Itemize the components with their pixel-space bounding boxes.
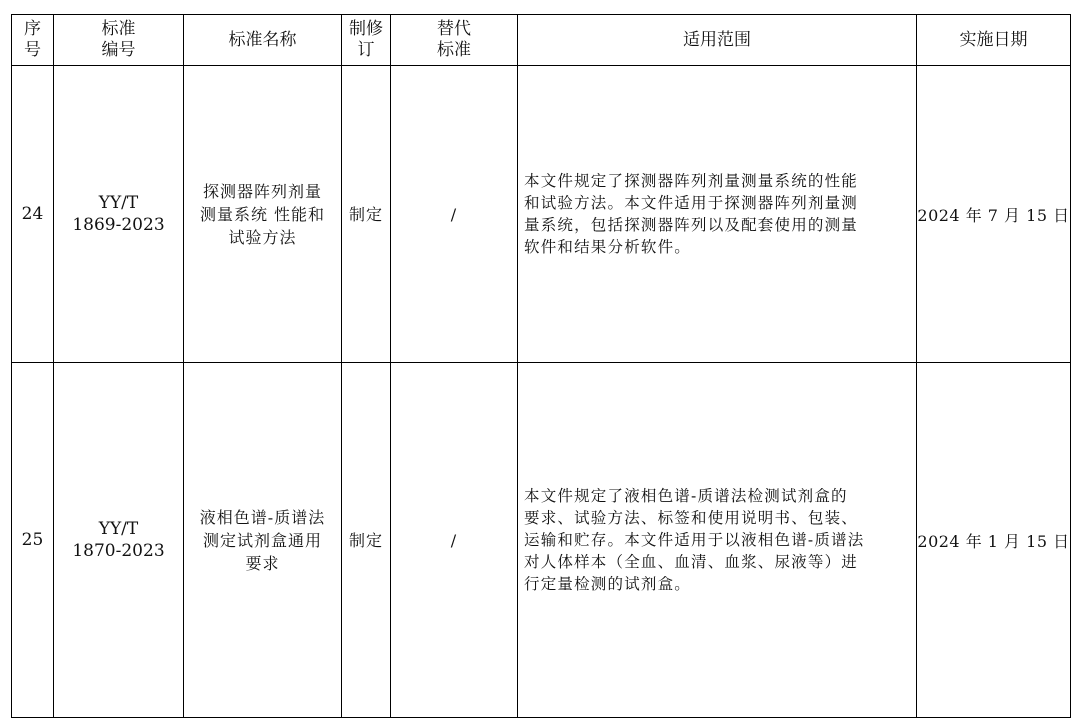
header-row (12, 15, 1071, 66)
header-code: 标准 编号 (54, 15, 184, 66)
cell-revision: 制定 (342, 66, 391, 363)
cell-effective-date: 2024 年 7 月 15 日 (917, 66, 1071, 363)
header-scope: 适用范围 (518, 15, 917, 66)
cell-standard-code: YY/T 1870-2023 (54, 363, 184, 718)
cell-standard-name: 液相色谱-质谱法 测定试剂盒通用 要求 (184, 363, 342, 718)
header-seq: 序 号 (12, 15, 54, 66)
cell-revision: 制定 (342, 363, 391, 718)
cell-standard-code: YY/T 1869-2023 (54, 66, 184, 363)
table-row (12, 66, 1071, 363)
standards-table (11, 14, 1071, 718)
cell-replaced-standard: / (391, 66, 518, 363)
cell-replaced-standard: / (391, 363, 518, 718)
header-revision: 制修 订 (342, 15, 391, 66)
cell-scope: 本文件规定了探测器阵列剂量测量系统的性能 和试验方法。本文件适用于探测器阵列剂量测 量系统，包括探测器阵列以及配套使用的测量 软件和结果分析软件。 (518, 66, 917, 363)
cell-seq: 24 (12, 66, 54, 363)
cell-scope: 本文件规定了液相色谱-质谱法检测试剂盒的 要求、试验方法、标签和使用说明书、包装、 运输和贮存。本文件适用于以液相色谱-质谱法 对人体样本（全血、血清、血浆、尿液等）进 行定量检测的试剂盒。 (518, 363, 917, 718)
header-replaced-standard: 替代 标准 (391, 15, 518, 66)
cell-standard-name: 探测器阵列剂量 测量系统 性能和 试验方法 (184, 66, 342, 363)
header-date: 实施日期 (917, 15, 1071, 66)
table-row (12, 363, 1071, 718)
cell-seq: 25 (12, 363, 54, 718)
header-name: 标准名称 (184, 15, 342, 66)
cell-effective-date: 2024 年 1 月 15 日 (917, 363, 1071, 718)
